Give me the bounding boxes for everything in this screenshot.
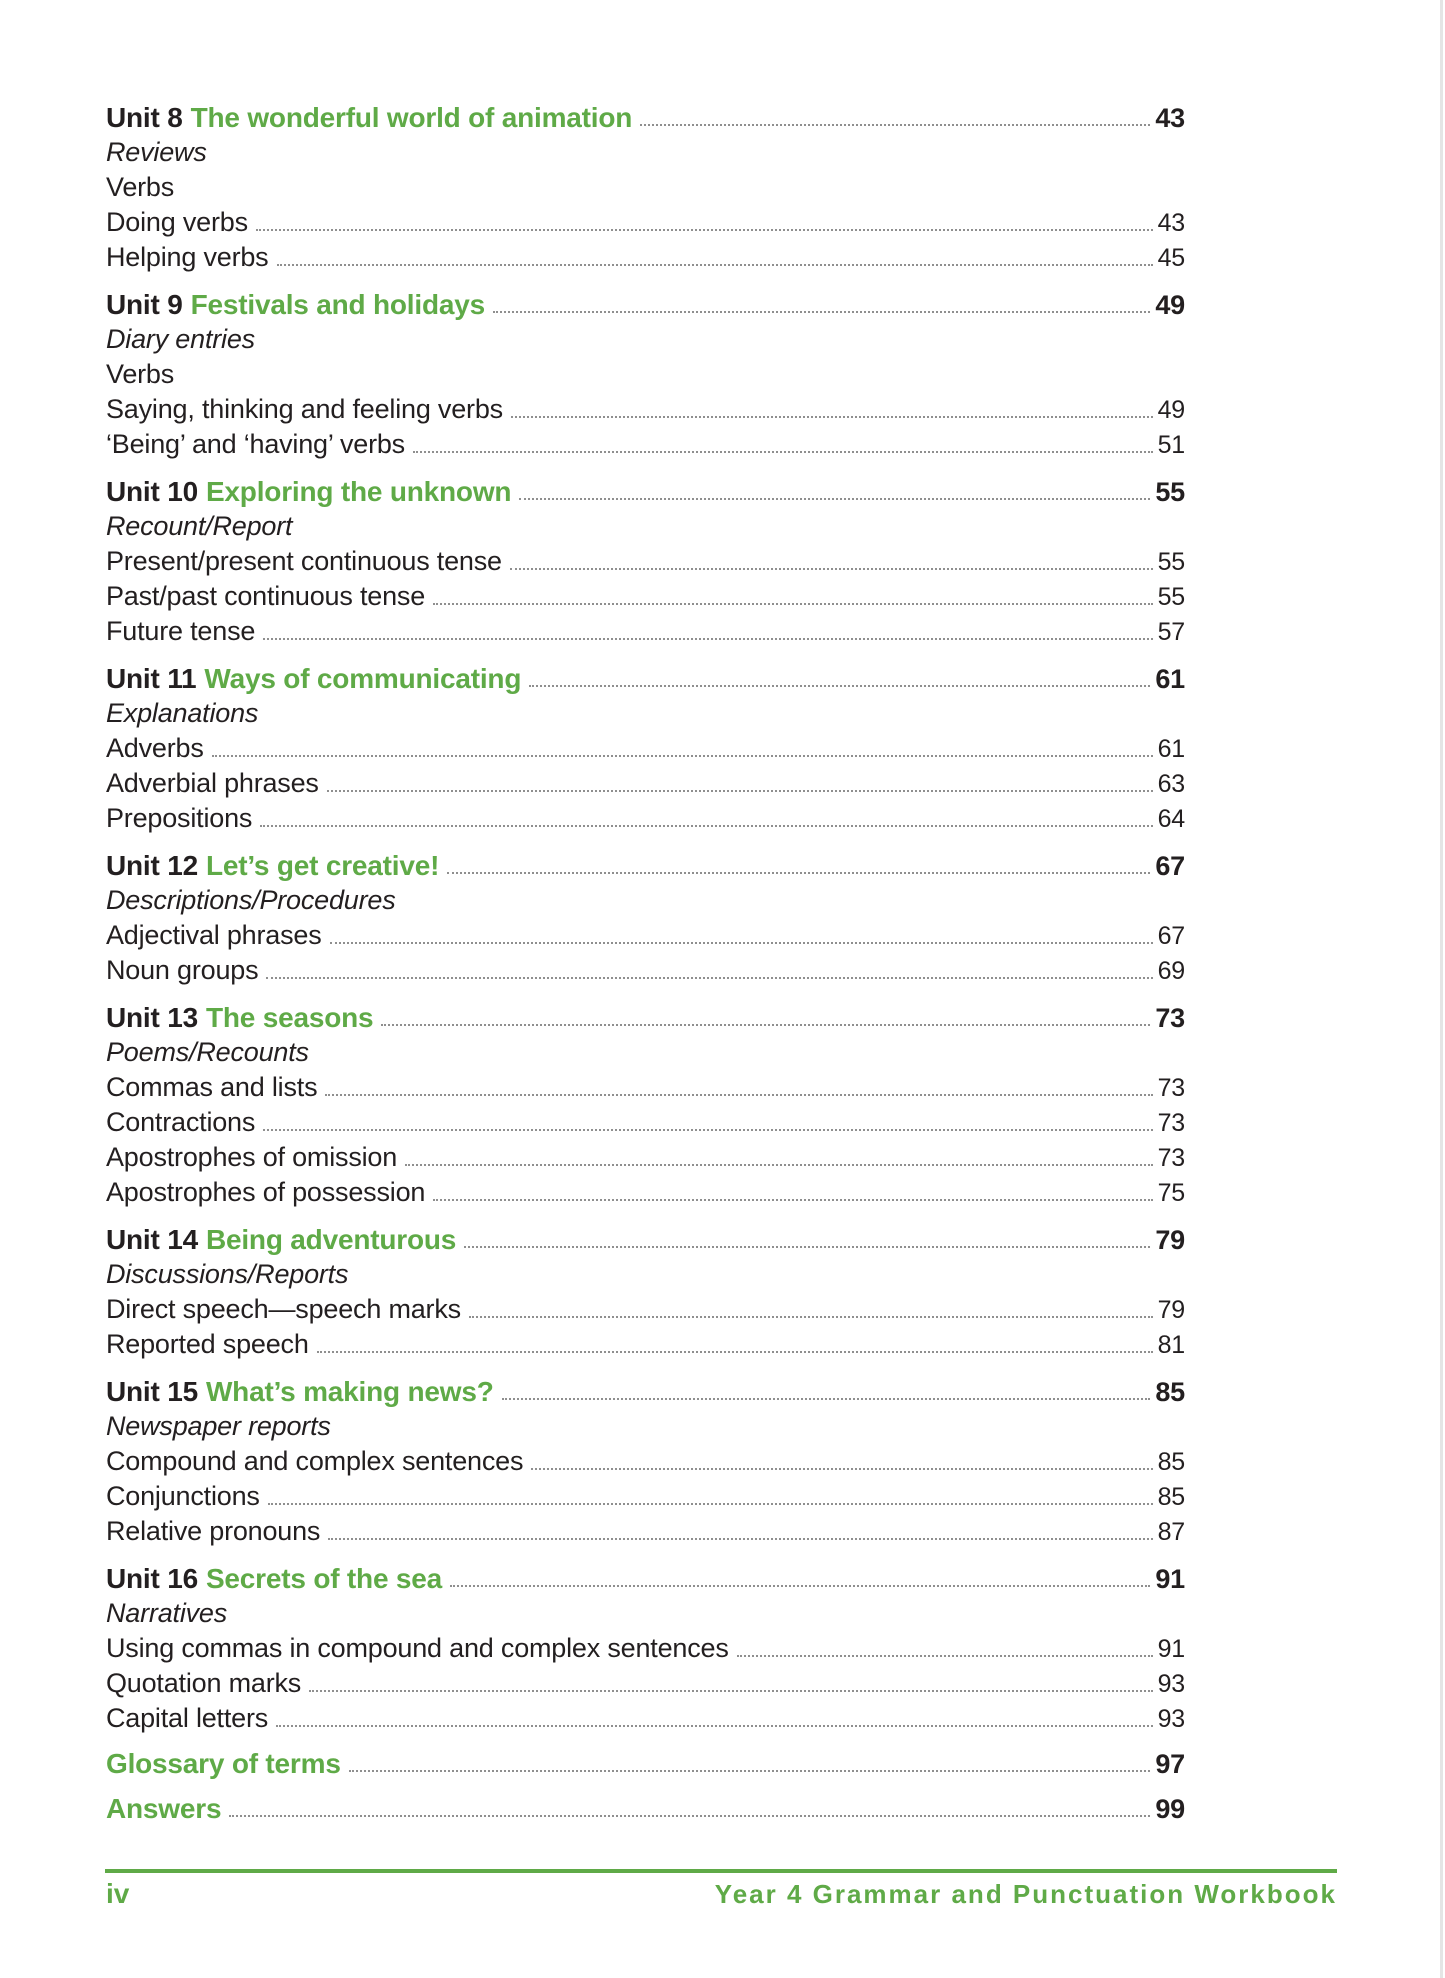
entry-row bbox=[106, 1444, 1185, 1479]
page-number: 79 bbox=[1157, 1296, 1185, 1324]
footer bbox=[106, 1878, 1337, 1910]
entry-label: Relative pronouns bbox=[106, 1516, 321, 1546]
entry-label: Contractions bbox=[106, 1107, 256, 1137]
dotted-leader bbox=[511, 416, 1153, 418]
page-number: 75 bbox=[1157, 1179, 1185, 1207]
dotted-leader bbox=[493, 311, 1150, 313]
genre-row bbox=[106, 509, 1185, 544]
entry-label: Compound and complex sentences bbox=[106, 1446, 524, 1476]
unit-row bbox=[106, 1000, 1185, 1035]
page-number: 69 bbox=[1157, 957, 1185, 985]
page-number: 64 bbox=[1157, 805, 1185, 833]
entry-label: Capital letters bbox=[106, 1703, 269, 1733]
toc-section bbox=[106, 848, 1185, 988]
genre-label: Narratives bbox=[106, 1598, 228, 1628]
footer-book-title: Year 4 Grammar and Punctuation Workbook bbox=[714, 1879, 1337, 1909]
dotted-leader bbox=[229, 1815, 1150, 1817]
entry-label: Apostrophes of omission bbox=[106, 1142, 398, 1172]
unit-row bbox=[106, 287, 1185, 322]
dotted-leader bbox=[519, 498, 1150, 500]
dotted-leader bbox=[510, 568, 1153, 570]
unit-row bbox=[106, 848, 1185, 883]
page-number: 91 bbox=[1157, 1635, 1185, 1663]
unit-label: Unit 8 bbox=[106, 102, 183, 133]
entry-row bbox=[106, 205, 1185, 240]
genre-label: Explanations bbox=[106, 698, 259, 728]
entry-row bbox=[106, 240, 1185, 275]
dotted-leader bbox=[212, 755, 1153, 757]
dotted-leader bbox=[328, 1538, 1152, 1540]
page-number: 57 bbox=[1157, 618, 1185, 646]
entry-row bbox=[106, 1105, 1185, 1140]
dotted-leader bbox=[266, 977, 1152, 979]
entry-row bbox=[106, 1666, 1185, 1701]
entry-row bbox=[106, 1070, 1185, 1105]
dotted-leader bbox=[263, 638, 1152, 640]
entry-row bbox=[106, 427, 1185, 462]
entry-row bbox=[106, 1631, 1185, 1666]
page-number: 85 bbox=[1155, 1377, 1185, 1407]
genre-label: Diary entries bbox=[106, 324, 255, 354]
entry-row bbox=[106, 1479, 1185, 1514]
page-number: 55 bbox=[1157, 583, 1185, 611]
dotted-leader bbox=[381, 1024, 1150, 1026]
page-number: 73 bbox=[1157, 1109, 1185, 1137]
footer-rule bbox=[105, 1869, 1337, 1873]
entry-label: Adjectival phrases bbox=[106, 920, 322, 950]
unit-label: Unit 16 bbox=[106, 1563, 198, 1594]
dotted-leader bbox=[405, 1164, 1153, 1166]
page-number: 67 bbox=[1157, 922, 1185, 950]
genre-label: Discussions/Reports bbox=[106, 1259, 349, 1289]
dotted-leader bbox=[531, 1468, 1152, 1470]
entry-label: Past/past continuous tense bbox=[106, 581, 426, 611]
genre-row bbox=[106, 1035, 1185, 1070]
unit-title: Ways of communicating bbox=[204, 663, 522, 694]
page-number: 73 bbox=[1155, 1003, 1185, 1033]
dotted-leader bbox=[268, 1503, 1153, 1505]
page-number: 73 bbox=[1157, 1074, 1185, 1102]
page-number: 55 bbox=[1155, 477, 1185, 507]
unit-label: Unit 11 bbox=[106, 663, 197, 694]
page-number: 93 bbox=[1157, 1670, 1185, 1698]
dotted-leader bbox=[447, 872, 1150, 874]
entry-row bbox=[106, 1327, 1185, 1362]
entry-row bbox=[106, 801, 1185, 836]
entry-label: Quotation marks bbox=[106, 1668, 302, 1698]
entry-label: Present/present continuous tense bbox=[106, 546, 502, 576]
footer-page-number: iv bbox=[106, 1878, 130, 1909]
toc bbox=[106, 100, 1185, 1826]
dotted-leader bbox=[330, 942, 1153, 944]
genre-row bbox=[106, 1257, 1185, 1292]
dotted-leader bbox=[433, 603, 1153, 605]
unit-title: Secrets of the sea bbox=[205, 1563, 443, 1594]
page-number: 91 bbox=[1155, 1564, 1185, 1594]
dotted-leader bbox=[349, 1770, 1151, 1772]
page-number: 55 bbox=[1157, 548, 1185, 576]
extra-row bbox=[106, 1791, 1185, 1826]
genre-row bbox=[106, 322, 1185, 357]
dotted-leader bbox=[640, 124, 1150, 126]
page-edge-shadow bbox=[1440, 0, 1443, 1978]
page-number: 85 bbox=[1157, 1448, 1185, 1476]
toc-section bbox=[106, 661, 1185, 836]
dotted-leader bbox=[276, 1725, 1153, 1727]
genre-label: Recount/Report bbox=[106, 511, 293, 541]
entry-row bbox=[106, 918, 1185, 953]
extra-label: Answers bbox=[106, 1793, 222, 1824]
page-number: 67 bbox=[1155, 851, 1185, 881]
dotted-leader bbox=[309, 1690, 1152, 1692]
unit-row bbox=[106, 474, 1185, 509]
dotted-leader bbox=[325, 1094, 1152, 1096]
dotted-leader bbox=[277, 264, 1153, 266]
genre-label: Poems/Recounts bbox=[106, 1037, 309, 1067]
toc-section bbox=[106, 474, 1185, 649]
dotted-leader bbox=[256, 229, 1153, 231]
unit-label: Unit 13 bbox=[106, 1002, 198, 1033]
unit-title: What’s making news? bbox=[205, 1376, 494, 1407]
genre-label: Reviews bbox=[106, 137, 207, 167]
toc-section bbox=[106, 287, 1185, 462]
toc-section bbox=[106, 1561, 1185, 1736]
genre-row bbox=[106, 135, 1185, 170]
entry-row bbox=[106, 1175, 1185, 1210]
dotted-leader bbox=[469, 1316, 1153, 1318]
subheading-row bbox=[106, 170, 1185, 205]
genre-row bbox=[106, 1596, 1185, 1631]
dotted-leader bbox=[450, 1585, 1150, 1587]
subheading-row bbox=[106, 357, 1185, 392]
entry-label: Direct speech—speech marks bbox=[106, 1294, 461, 1324]
page-number: 49 bbox=[1155, 290, 1185, 320]
page-number: 45 bbox=[1157, 244, 1185, 272]
toc-section bbox=[106, 100, 1185, 275]
entry-label: Commas and lists bbox=[106, 1072, 318, 1102]
dotted-leader bbox=[433, 1199, 1152, 1201]
entry-label: Adverbial phrases bbox=[106, 768, 319, 798]
genre-row bbox=[106, 696, 1185, 731]
unit-label: Unit 10 bbox=[106, 476, 198, 507]
unit-row bbox=[106, 1561, 1185, 1596]
entry-label: Adverbs bbox=[106, 733, 204, 763]
subheading-label: Verbs bbox=[106, 172, 175, 202]
page-number: 93 bbox=[1157, 1705, 1185, 1733]
entry-row bbox=[106, 392, 1185, 427]
entry-label: Conjunctions bbox=[106, 1481, 260, 1511]
entry-row bbox=[106, 766, 1185, 801]
entry-row bbox=[106, 731, 1185, 766]
unit-title: The seasons bbox=[205, 1002, 374, 1033]
genre-row bbox=[106, 883, 1185, 918]
unit-title: The wonderful world of animation bbox=[190, 102, 633, 133]
page-number: 61 bbox=[1157, 735, 1185, 763]
unit-label: Unit 15 bbox=[106, 1376, 198, 1407]
dotted-leader bbox=[529, 685, 1150, 687]
dotted-leader bbox=[317, 1351, 1153, 1353]
entry-label: Doing verbs bbox=[106, 207, 248, 237]
dotted-leader bbox=[260, 825, 1152, 827]
genre-row bbox=[106, 1409, 1185, 1444]
dotted-leader bbox=[413, 451, 1153, 453]
unit-label: Unit 9 bbox=[106, 289, 183, 320]
page-number: 87 bbox=[1157, 1518, 1185, 1546]
entry-row bbox=[106, 1701, 1185, 1736]
genre-label: Newspaper reports bbox=[106, 1411, 331, 1441]
entry-row bbox=[106, 953, 1185, 988]
dotted-leader bbox=[327, 790, 1153, 792]
page-number: 63 bbox=[1157, 770, 1185, 798]
subheading-label: Verbs bbox=[106, 359, 175, 389]
page-number: 99 bbox=[1155, 1794, 1185, 1824]
unit-row bbox=[106, 661, 1185, 696]
entry-label: Using commas in compound and complex sentences bbox=[106, 1633, 729, 1663]
page-number: 73 bbox=[1157, 1144, 1185, 1172]
page-number: 43 bbox=[1155, 103, 1185, 133]
entry-label: Noun groups bbox=[106, 955, 259, 985]
extra-label: Glossary of terms bbox=[106, 1748, 341, 1779]
page-number: 97 bbox=[1155, 1749, 1185, 1779]
page-number: 51 bbox=[1157, 431, 1185, 459]
unit-label: Unit 14 bbox=[106, 1224, 198, 1255]
entry-row bbox=[106, 544, 1185, 579]
unit-title: Festivals and holidays bbox=[190, 289, 485, 320]
unit-title: Let’s get creative! bbox=[205, 850, 440, 881]
unit-title: Being adventurous bbox=[205, 1224, 457, 1255]
entry-label: Saying, thinking and feeling verbs bbox=[106, 394, 503, 424]
unit-title: Exploring the unknown bbox=[205, 476, 512, 507]
entry-label: Helping verbs bbox=[106, 242, 269, 272]
unit-row bbox=[106, 1222, 1185, 1257]
entry-row bbox=[106, 614, 1185, 649]
unit-label: Unit 12 bbox=[106, 850, 198, 881]
page-number: 49 bbox=[1157, 396, 1185, 424]
page-number: 61 bbox=[1155, 664, 1185, 694]
toc-section bbox=[106, 1374, 1185, 1549]
entry-row bbox=[106, 1514, 1185, 1549]
entry-label: Prepositions bbox=[106, 803, 253, 833]
entry-row bbox=[106, 1292, 1185, 1327]
unit-row bbox=[106, 1374, 1185, 1409]
entry-row bbox=[106, 1140, 1185, 1175]
toc-section bbox=[106, 1222, 1185, 1362]
unit-row bbox=[106, 100, 1185, 135]
entry-label: Future tense bbox=[106, 616, 256, 646]
dotted-leader bbox=[737, 1655, 1153, 1657]
genre-label: Descriptions/Procedures bbox=[106, 885, 396, 915]
page-number: 43 bbox=[1157, 209, 1185, 237]
dotted-leader bbox=[464, 1246, 1150, 1248]
dotted-leader bbox=[502, 1398, 1151, 1400]
entry-row bbox=[106, 579, 1185, 614]
entry-label: Reported speech bbox=[106, 1329, 309, 1359]
toc-section bbox=[106, 1000, 1185, 1210]
page-number: 81 bbox=[1157, 1331, 1185, 1359]
page-number: 85 bbox=[1157, 1483, 1185, 1511]
extra-row bbox=[106, 1746, 1185, 1781]
dotted-leader bbox=[263, 1129, 1152, 1131]
entry-label: ‘Being’ and ‘having’ verbs bbox=[106, 429, 405, 459]
entry-label: Apostrophes of possession bbox=[106, 1177, 426, 1207]
page-number: 79 bbox=[1155, 1225, 1185, 1255]
